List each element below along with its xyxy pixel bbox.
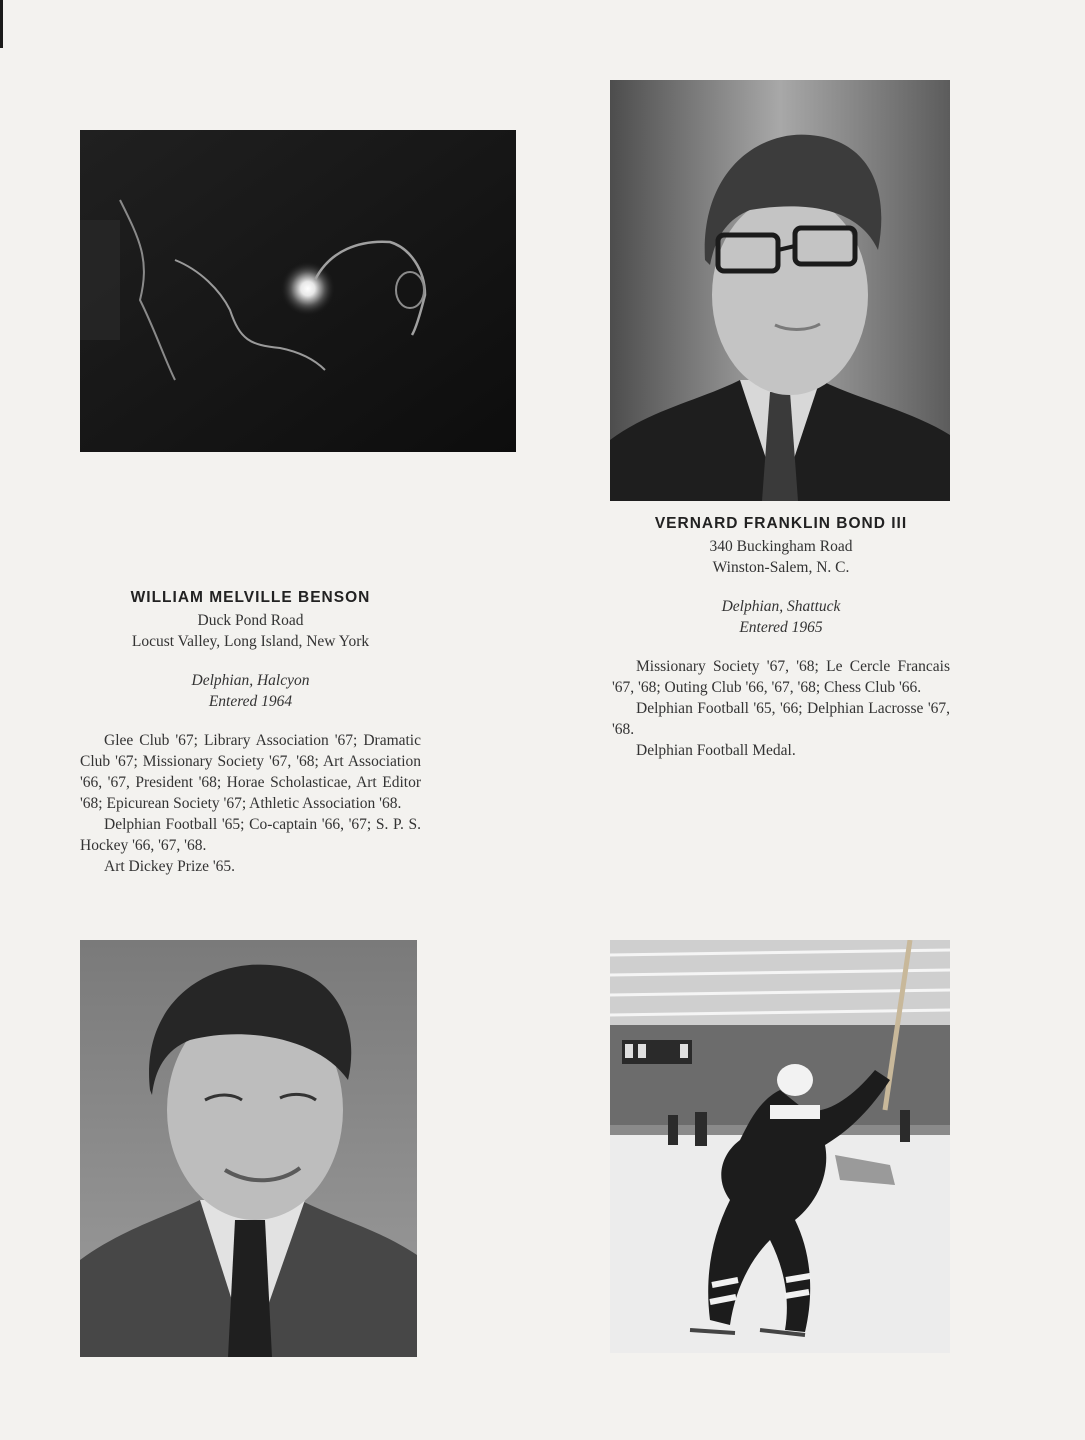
benson-activities [80, 730, 421, 877]
bond-entered: Entered 1965 [739, 619, 823, 636]
benson-activities-clubs: Glee Club '67; Library Association '67; Dramatic Club '67; Missionary Society '67, '68; Art Association '66, '67, President '68; Horae Scholasticae, Art Editor '68; Epicurean Society '67; Athletic Association '68. [80, 732, 421, 812]
page-edge-mark [0, 0, 3, 48]
dark-artistic-photo [80, 130, 516, 452]
bond-address-line-2: Winston-Salem, N. C. [712, 559, 850, 576]
bond-activities-sports: Delphian Football '65, '66; Delphian Lacrosse '67, '68. [612, 700, 950, 738]
benson-house: Delphian, Halcyon [191, 672, 310, 689]
bond-activities-prizes: Delphian Football Medal. [636, 742, 796, 759]
bond-portrait-photo [610, 80, 950, 501]
benson-address-line-2: Locust Valley, Long Island, New York [131, 633, 370, 650]
bond-house: Delphian, Shattuck [721, 598, 841, 615]
bond-entry [612, 514, 950, 761]
benson-activities-prizes: Art Dickey Prize '65. [104, 858, 236, 875]
benson-entered: Entered 1964 [208, 693, 293, 710]
benson-portrait-photo [80, 940, 417, 1357]
benson-activities-sports: Delphian Football '65; Co-captain '66, '67; S. P. S. Hockey '66, '67, '68. [80, 816, 421, 854]
bond-address-line-1: 340 Buckingham Road [709, 538, 853, 555]
benson-address-line-1: Duck Pond Road [197, 612, 304, 629]
bond-name: VERNARD FRANKLIN BOND III [654, 515, 908, 532]
benson-name: WILLIAM MELVILLE BENSON [130, 589, 371, 606]
hockey-action-photo [610, 940, 950, 1353]
benson-entry [80, 588, 421, 877]
bond-activities [612, 656, 950, 761]
bond-activities-clubs: Missionary Society '67, '68; Le Cercle Francais '67, '68; Outing Club '66, '67, '68; Chess Club '66. [612, 658, 950, 696]
